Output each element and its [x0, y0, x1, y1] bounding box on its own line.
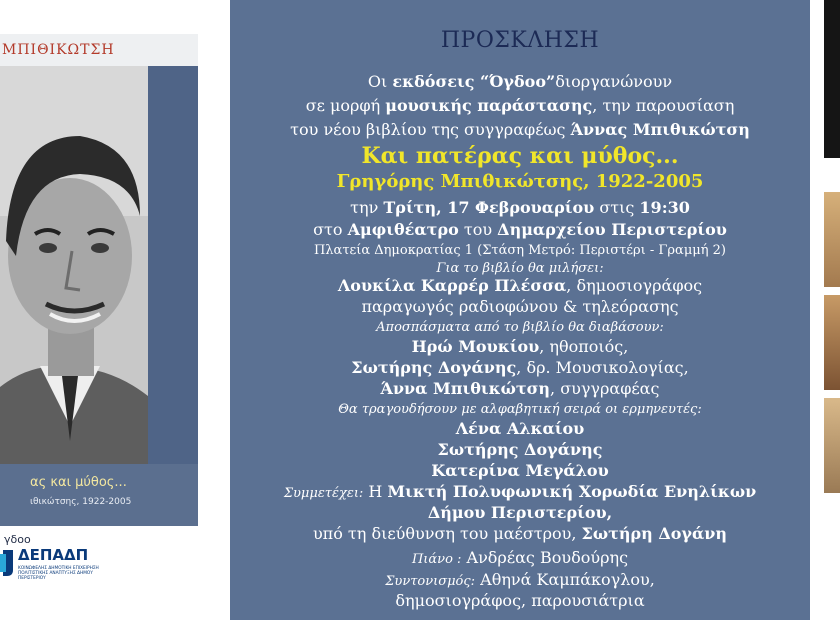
book-cover: [0, 34, 198, 546]
invitation-piano: Πιάνο : Ανδρέας Βουδούρης: [411, 548, 629, 567]
invitation-speaker-role: παραγωγός ραδιοφώνου & τηλεόρασης: [361, 297, 679, 316]
depap-logo: [0, 546, 110, 594]
invitation-reader-2: Σωτήρης Δογάνης, δρ. Μουσικολογίας,: [351, 358, 689, 377]
right-photo-2: [824, 192, 840, 287]
invitation-line-format: σε μορφή μουσικής παράστασης, την παρουσίαση: [305, 96, 735, 115]
invitation-book-title: Και πατέρας και μύθος...: [361, 143, 679, 169]
invitation-venue: στο Αμφιθέατρο του Δημαρχείου Περιστερίου: [313, 220, 727, 239]
invitation-address: Πλατεία Δημοκρατίας 1 (Στάση Μετρό: Περιστέρι - Γραμμή 2): [313, 243, 727, 258]
invitation-choir-municipality: Δήμου Περιστερίου,: [427, 503, 613, 522]
invitation-singer-1: Λένα Αλκαίου: [455, 419, 585, 438]
invitation-line-author: του νέου βιβλίου της συγγραφέως Άννας Μπιθικώτση: [290, 120, 750, 139]
invitation-coordination: Συντονισμός: Αθηνά Καμπάκογλου,: [385, 570, 655, 589]
book-cover-subtitle-2: ιθικώτσης, 1922-2005: [30, 497, 132, 507]
invitation-speaker: Λουκίλα Καρρέρ Πλέσσα, δημοσιογράφος: [337, 276, 703, 295]
invitation-line-organizer: Οι εκδόσεις “Όγδοο”διοργανώνουν: [367, 72, 673, 91]
invitation-date: την Τρίτη, 17 Φεβρουαρίου στις 19:30: [350, 198, 690, 217]
invitation-conductor: υπό τη διεύθυνση του μαέστρου, Σωτήρη Δογάνη: [312, 524, 728, 543]
invitation-speaker-heading: Για το βιβλίο θα μιλήσει:: [436, 261, 604, 276]
book-cover-author: ΜΠΙΘΙΚΩΤΣΗ: [2, 42, 115, 58]
depap-logo-name: ΔΕΠΑΔΠ: [18, 546, 89, 564]
depap-logo-tagline: ΚΟΙΝΩΦΕΛΗΣ ΔΗΜΟΤΙΚΗ ΕΠΙΧΕΙΡΗΣΗ ΠΟΛΙΤΙΣΤΙΚΗΣ ΑΝΑΠΤΥΞΗΣ ΔΗΜΟΥ ΠΕΡΙΣΤΕΡΙΟΥ: [18, 566, 99, 581]
invitation-book-subtitle: Γρηγόρης Μπιθικώτσης, 1922-2005: [336, 171, 704, 192]
right-photo-1: [824, 0, 840, 158]
invitation-coordinator-role: δημοσιογράφος, παρουσιάτρια: [395, 591, 645, 610]
portrait-illustration: [0, 66, 148, 464]
book-cover-side-band: [148, 66, 198, 464]
invitation-singer-3: Κατερίνα Μεγάλου: [431, 461, 609, 480]
invitation-choir: Συμμετέχει: Η Μικτή Πολυφωνική Χορωδία Ενηλίκων: [283, 482, 757, 501]
invitation-singers-heading: Θα τραγουδήσουν με αλφαβητική σειρά οι ερμηνευτές:: [338, 402, 702, 417]
book-cover-subtitle: ας και μύθος...: [30, 475, 127, 490]
right-photo-3: [824, 295, 840, 390]
invitation-singer-2: Σωτήρης Δογάνης: [437, 440, 603, 459]
depap-logo-icon: [0, 548, 16, 578]
invitation-panel: [230, 0, 810, 620]
book-cover-publisher: γδοο: [4, 533, 31, 546]
right-photo-4: [824, 398, 840, 493]
invitation-title: ΠΡΟΣΚΛΗΣΗ: [440, 28, 600, 53]
book-cover-band: [0, 464, 198, 526]
invitation-reader-3: Άννα Μπιθικώτση, συγγραφέας: [380, 379, 660, 398]
invitation-readers-heading: Αποσπάσματα από το βιβλίο θα διαβάσουν:: [376, 320, 664, 335]
invitation-reader-1: Ηρώ Μουκίου, ηθοποιός,: [411, 337, 629, 356]
book-cover-portrait: [0, 66, 148, 464]
